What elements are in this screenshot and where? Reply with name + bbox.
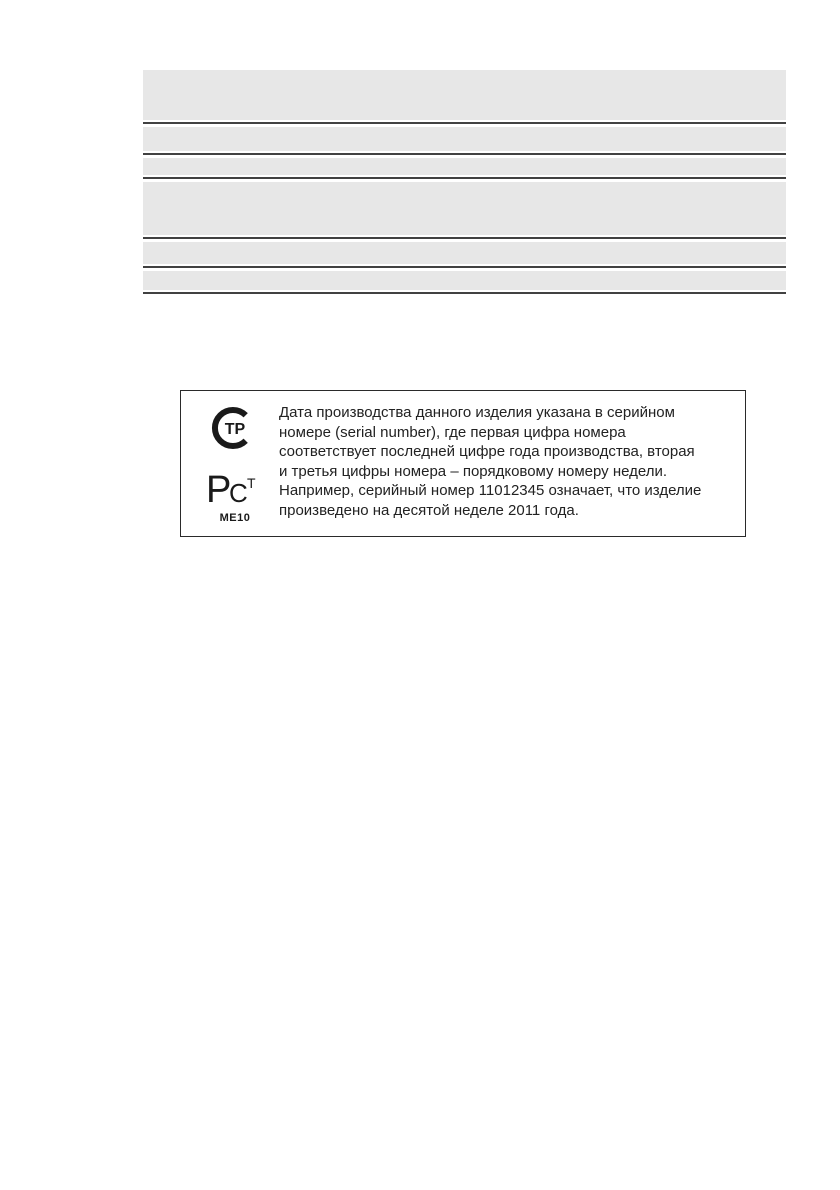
production-date-text-line: Дата производства данного изделия указана в серийном <box>279 404 675 421</box>
production-date-text-line: Например, серийный номер 11012345 означает, что изделие <box>279 482 702 499</box>
table-row <box>143 70 786 120</box>
certification-marks-column <box>193 401 277 524</box>
production-date-text-line: соответствует последней цифре года производства, вторая <box>279 443 695 460</box>
svg-text:Т: Т <box>247 475 256 491</box>
table-row <box>143 158 786 175</box>
table-row-divider <box>143 122 786 124</box>
table-row <box>143 127 786 151</box>
table-row-divider <box>143 153 786 155</box>
table-row <box>143 242 786 264</box>
svg-text:ТР: ТР <box>224 421 246 438</box>
production-date-text <box>277 401 733 524</box>
svg-text:Р: Р <box>206 469 232 511</box>
table-row <box>143 271 786 290</box>
gost-r-certification-mark-icon <box>205 467 265 511</box>
table-row-divider <box>143 237 786 239</box>
production-date-text-line: и третья цифры номера – порядковому номеру недели. <box>279 462 668 480</box>
table-row-divider <box>143 177 786 179</box>
svg-text:С: С <box>229 478 248 508</box>
production-date-box <box>180 390 746 537</box>
spec-table <box>143 70 786 297</box>
ctr-certification-mark-icon <box>207 405 263 451</box>
production-date-text-line: произведено на десятой неделе 2011 года. <box>279 501 579 519</box>
gost-r-code-label: МЕ10 <box>219 512 251 524</box>
production-date-text-line: номере (serial number), где первая цифра номера <box>279 423 626 441</box>
table-row <box>143 182 786 235</box>
table-row-divider <box>143 292 786 294</box>
table-row-divider <box>143 266 786 268</box>
